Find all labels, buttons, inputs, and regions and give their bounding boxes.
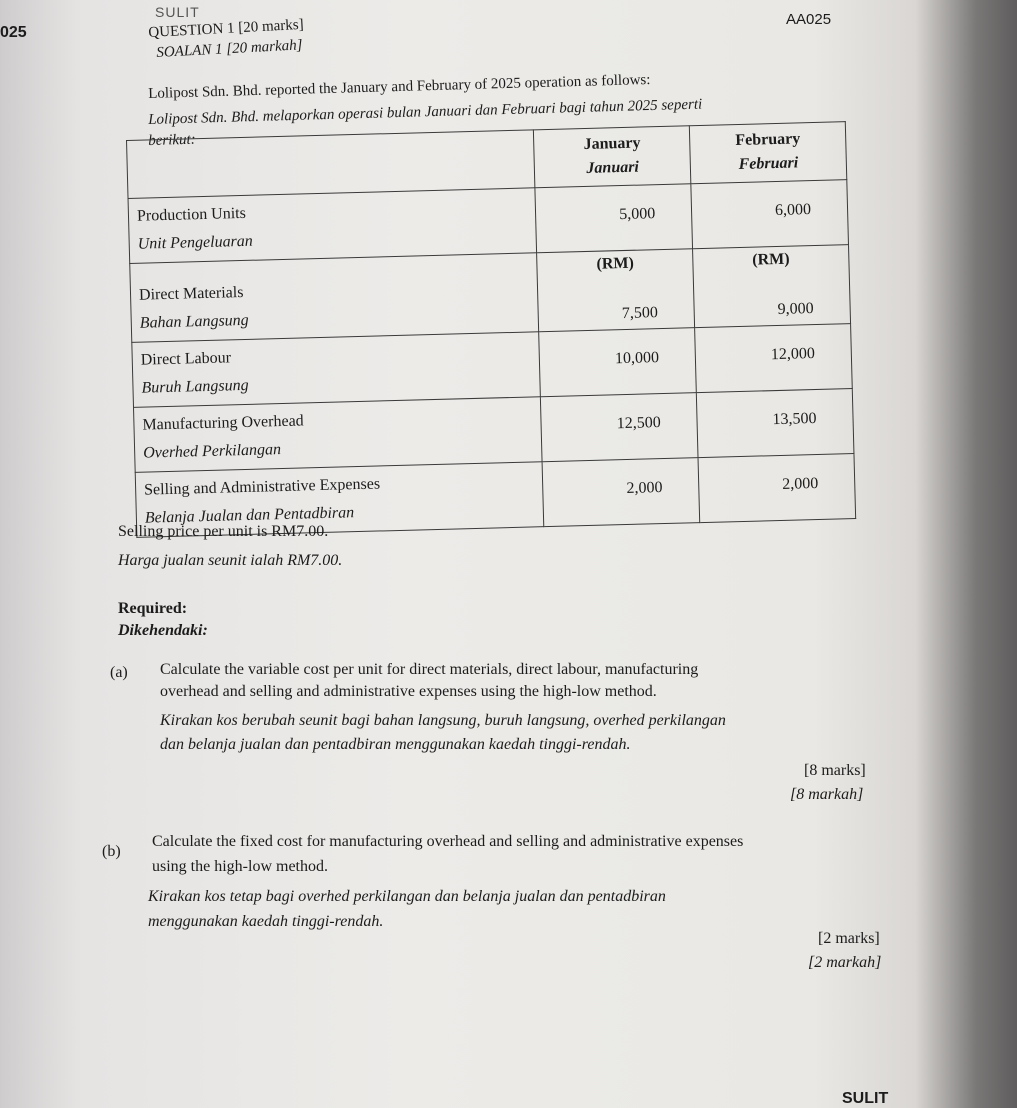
col-february-en: February <box>735 130 801 150</box>
row-label <box>132 332 541 408</box>
part-a-text-en-line1: Calculate the variable cost per unit for direct materials, direct labour, manufacturing <box>160 661 699 678</box>
cell-jan <box>542 458 699 527</box>
row-label-en: Manufacturing Overhead <box>142 412 304 434</box>
cell-feb <box>696 389 853 458</box>
cell-feb <box>693 245 851 328</box>
col-january-en: January <box>583 134 641 154</box>
selling-price-ms: Harga jualan seunit ialah RM7.00. <box>118 552 343 569</box>
value-jan: 12,500 <box>616 414 661 433</box>
value-jan: 7,500 <box>621 304 659 323</box>
row-label <box>130 253 539 343</box>
question-intro-en: Lolipost Sdn. Bhd. reported the January and February of 2025 operation as follows: <box>148 71 651 102</box>
value-jan: 2,000 <box>626 479 663 498</box>
cost-data-table <box>126 121 856 538</box>
cell-jan <box>537 249 695 332</box>
required-heading-en: Required: <box>118 600 188 617</box>
cell-jan <box>541 393 698 462</box>
part-a-marks-en: [8 marks] <box>804 762 866 779</box>
footer-sulit-label: SULIT <box>842 1090 889 1107</box>
part-b-text-ms-line2: menggunakan kaedah tinggi-rendah. <box>148 913 384 930</box>
value-jan: 5,000 <box>619 205 656 224</box>
value-feb: 12,000 <box>770 345 816 364</box>
value-feb: 9,000 <box>777 300 814 318</box>
part-b-text-en-line1: Calculate the fixed cost for manufacturing overhead and selling and administrative expenses <box>152 833 744 850</box>
row-label-en: Direct Labour <box>140 349 232 369</box>
row-label-ms: Buruh Langsung <box>141 376 249 397</box>
part-b-marks-en: [2 marks] <box>818 930 880 947</box>
row-label-ms: Overhed Perkilangan <box>142 441 282 462</box>
selling-price-en: Selling price per unit is RM7.00. <box>118 523 329 540</box>
value-feb: 2,000 <box>782 475 819 493</box>
row-label <box>128 188 537 264</box>
row-label-ms: Bahan Langsung <box>139 311 249 332</box>
cell-feb <box>698 454 855 523</box>
row-label-ms: Belanja Jualan dan Pentadbiran <box>144 504 355 527</box>
question-title-en: QUESTION 1 [20 marks] <box>148 16 305 41</box>
course-code-right: AA025 <box>786 11 832 28</box>
part-a-marks-ms: [8 markah] <box>790 786 864 803</box>
question-title-ms: SOALAN 1 [20 markah] <box>156 37 303 61</box>
row-label-en: Selling and Administrative Expenses <box>143 475 381 499</box>
unit-label-jan: (RM) <box>596 254 635 273</box>
question-intro-ms-line2: berikut: <box>148 131 196 149</box>
part-b-marks-ms: [2 markah] <box>808 954 882 971</box>
row-label-ms: Unit Pengeluaran <box>137 232 254 253</box>
col-february-ms: Februari <box>738 154 799 173</box>
row-label-en: Direct Materials <box>138 283 244 304</box>
part-a-label: (a) <box>110 664 128 681</box>
cell-feb <box>691 180 848 249</box>
row-label <box>134 397 543 473</box>
col-january-ms: Januari <box>586 158 640 177</box>
question-intro-ms-line1: Lolipost Sdn. Bhd. melaporkan operasi bulan Januari dan Februari bagi tahun 2025 seperti <box>148 96 703 128</box>
required-heading-ms: Dikehendaki: <box>118 622 208 639</box>
cell-feb <box>695 324 852 393</box>
header-sulit-label: SULIT <box>155 4 200 20</box>
col-header-january <box>534 126 691 188</box>
part-a-text-ms-line1: Kirakan kos berubah seunit bagi bahan langsung, buruh langsung, overhed perkilangan <box>160 712 726 729</box>
part-b-text-en-line2: using the high-low method. <box>152 858 328 875</box>
part-b-label: (b) <box>102 843 121 860</box>
course-code-left: 025 <box>0 24 27 41</box>
cell-jan <box>535 184 692 253</box>
value-feb: 6,000 <box>774 201 812 220</box>
col-header-february <box>689 122 846 184</box>
row-label-en: Production Units <box>136 204 247 225</box>
table-corner-cell <box>127 130 536 199</box>
value-feb: 13,500 <box>772 410 817 429</box>
part-a-text-ms-line2: dan belanja jualan dan pentadbiran menggunakan kaedah tinggi-rendah. <box>160 736 631 753</box>
value-jan: 10,000 <box>614 349 660 368</box>
part-b-text-ms-line1: Kirakan kos tetap bagi overhed perkilangan dan belanja jualan dan pentadbiran <box>148 888 666 905</box>
part-a-text-en-line2: overhead and selling and administrative expenses using the high-low method. <box>160 683 657 700</box>
cell-jan <box>539 328 696 397</box>
unit-label-feb: (RM) <box>752 250 790 269</box>
